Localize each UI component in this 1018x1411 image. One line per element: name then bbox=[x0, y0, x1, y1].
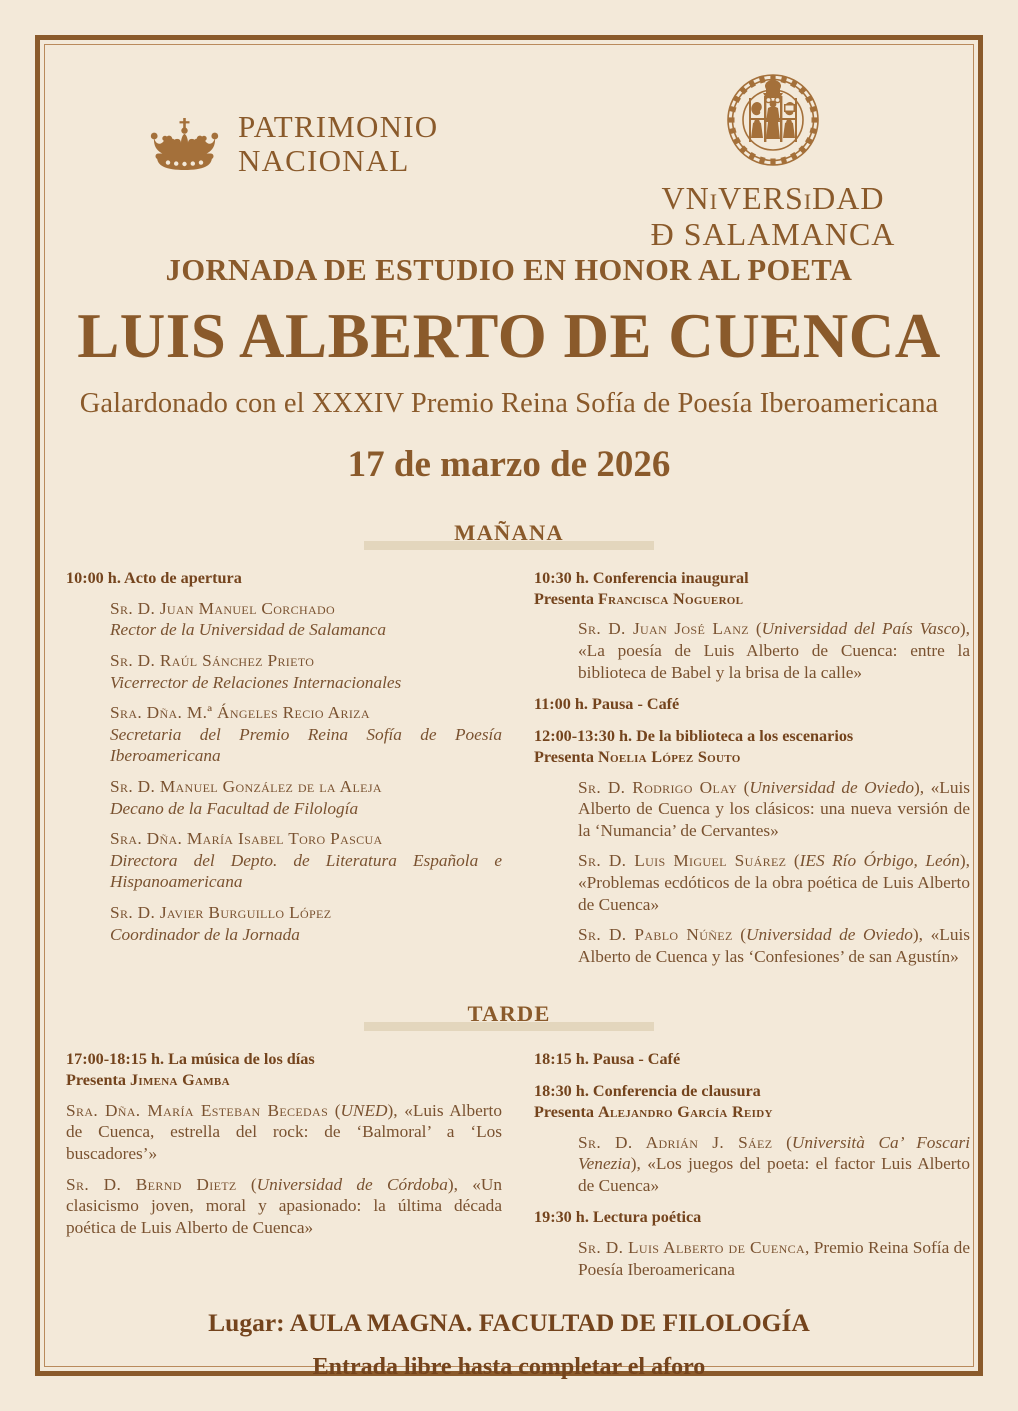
speaker-name: Sr. D. Juan José Lanz bbox=[578, 619, 749, 639]
schedule-entry: Sra. Dña. María Esteban Becedas (UNED), «Luis Alberto de Cuenca, estrella del rock: de ‘Balmoral’ a ‘Los buscadores’» bbox=[66, 1100, 502, 1164]
schedule-time-title: 18:30 h. Conferencia de clausura bbox=[534, 1082, 761, 1101]
poster-content bbox=[48, 48, 970, 1381]
speaker-role: Coordinador de la Jornada bbox=[110, 924, 300, 944]
pn-line2: NACIONAL bbox=[238, 143, 410, 179]
speaker-role: Secretaria del Premio Reina Sofía de Poesía Iberoamericana bbox=[110, 724, 502, 766]
logo-row bbox=[48, 48, 970, 253]
session-divider bbox=[48, 520, 970, 554]
schedule-block-heading bbox=[534, 726, 970, 767]
speaker-affiliation: Universidad de Oviedo bbox=[746, 925, 913, 945]
talk-title: «La poesía de Luis Alberto de Cuenca: entre la biblioteca de Babel y la brisa de la calle» bbox=[578, 641, 970, 682]
usal-line1: VNiVERSiDAD bbox=[661, 180, 885, 216]
speaker-role: Rector de la Universidad de Salamanca bbox=[110, 620, 386, 640]
speaker-affiliation: Universidad de Córdoba bbox=[256, 1174, 448, 1194]
presenter-name: Noelia López Souto bbox=[597, 747, 741, 766]
patrimonio-nacional-logo bbox=[148, 110, 438, 178]
speaker-name: Sr. D. Luis Miguel Suárez bbox=[578, 851, 787, 871]
schedule-block bbox=[534, 694, 970, 715]
schedule bbox=[48, 520, 970, 1280]
venue-line: Lugar: AULA MAGNA. FACULTAD DE FILOLOGÍA bbox=[208, 1308, 810, 1338]
session-columns bbox=[48, 1049, 970, 1280]
schedule-time-title: 18:15 h. Pausa - Café bbox=[534, 1050, 681, 1069]
page-title: LUIS ALBERTO DE CUENCA bbox=[77, 301, 941, 371]
schedule-block bbox=[534, 1081, 970, 1196]
schedule-time-title: 11:00 h. Pausa - Café bbox=[534, 695, 680, 714]
session-column-left bbox=[48, 1049, 502, 1280]
usal-wordmark bbox=[623, 180, 923, 253]
schedule-time-title: 10:00 h. Acto de apertura bbox=[66, 569, 242, 587]
schedule-block bbox=[534, 568, 970, 683]
speaker-affiliation: Università Ca’ Foscari Venezia bbox=[578, 1132, 970, 1174]
speaker-affiliation: Universidad de Oviedo bbox=[749, 777, 915, 797]
speaker-name: Sra. Dña. María Isabel Toro Pascua bbox=[110, 829, 383, 849]
presenter-name: Jimena Gamba bbox=[129, 1071, 230, 1090]
free-entry-line: Entrada libre hasta completar el aforo bbox=[312, 1354, 706, 1381]
speaker-name: Sr. D. Pablo Núñez bbox=[578, 925, 733, 945]
schedule-entry bbox=[110, 702, 502, 767]
schedule-entry: Sr. D. Rodrigo Olay (Universidad de Oviedo), «Luis Alberto de Cuenca y los clásicos: una nueva versión de la ‘Numancia’ de Cervantes» bbox=[578, 777, 970, 840]
schedule-entry bbox=[110, 598, 502, 641]
presenta-label: Presenta bbox=[66, 1071, 126, 1090]
schedule-time-title: 19:30 h. Lectura poética bbox=[534, 1208, 702, 1227]
talk-title: «Los juegos del poeta: el factor Luis Alberto de Cuenca» bbox=[578, 1154, 970, 1195]
schedule-block-heading bbox=[534, 694, 970, 715]
session-column-right bbox=[532, 1049, 970, 1280]
speaker-affiliation: IES Río Órbigo, León bbox=[799, 851, 960, 871]
talk-title: «Luis Alberto de Cuenca, estrella del rock: de ‘Balmoral’ a ‘Los buscadores’» bbox=[66, 1100, 502, 1164]
schedule-entry: Sr. D. Adrián J. Sáez (Università Ca’ Foscari Venezia), «Los juegos del poeta: el factor Luis Alberto de Cuenca» bbox=[578, 1132, 970, 1195]
speaker-affiliation: Universidad del País Vasco bbox=[761, 619, 960, 639]
speaker-name: Sr. D. Raúl Sánchez Prieto bbox=[110, 650, 315, 670]
event-date: 17 de marzo de 2026 bbox=[347, 444, 671, 485]
universidad-salamanca-logo bbox=[623, 66, 923, 253]
schedule-entry: Sr. D. Juan José Lanz (Universidad del País Vasco), «La poesía de Luis Alberto de Cuenca: entre la biblioteca de Babel y la brisa de la calle» bbox=[578, 619, 970, 682]
presenta-label: Presenta bbox=[534, 589, 594, 608]
schedule-entry: Sr. D. Pablo Núñez (Universidad de Oviedo), «Luis Alberto de Cuenca y las ‘Confesiones’ de san Agustín» bbox=[578, 925, 970, 966]
speaker-name: Sra. Dña. M.ª Ángeles Recio Ariza bbox=[110, 703, 370, 723]
schedule-block-heading bbox=[534, 1207, 970, 1228]
speaker-name: Sr. D. Manuel González de la Aleja bbox=[110, 777, 382, 796]
schedule-entry: Sr. D. Luis Miguel Suárez (IES Río Órbigo, León), «Problemas ecdóticos de la obra poética de Luis Alberto de Cuenca» bbox=[578, 851, 970, 914]
event-subtitle: Galardonado con el XXXIV Premio Reina Sofía de Poesía Iberoamericana bbox=[79, 388, 939, 419]
speaker-name: Sra. Dña. María Esteban Becedas bbox=[66, 1100, 329, 1120]
session-column-left bbox=[48, 568, 502, 967]
event-kicker: JORNADA DE ESTUDIO EN HONOR AL POETA bbox=[165, 253, 853, 287]
schedule-time-title: 17:00-18:15 h. La música de los días bbox=[66, 1050, 315, 1069]
session-label: MAÑANA bbox=[454, 520, 564, 545]
schedule-block-heading bbox=[66, 1049, 502, 1090]
speaker-name: Sr. D. Javier Burguillo López bbox=[110, 903, 332, 923]
schedule-entry bbox=[110, 650, 502, 693]
schedule-entry bbox=[110, 828, 502, 893]
speaker-affiliation: UNED bbox=[340, 1100, 388, 1120]
schedule-entry bbox=[110, 902, 502, 945]
schedule-block bbox=[66, 568, 502, 945]
speaker-role: Vicerrector de Relaciones Internacionales bbox=[110, 672, 402, 692]
patrimonio-nacional-wordmark bbox=[238, 110, 438, 178]
schedule-time-title: 12:00-13:30 h. De la biblioteca a los escenarios bbox=[534, 727, 854, 746]
schedule-block bbox=[534, 1049, 970, 1070]
speaker-name: Sr. D. Adrián J. Sáez bbox=[578, 1132, 773, 1152]
schedule-entry bbox=[578, 1237, 970, 1280]
speaker-name: Sr. D. Rodrigo Olay bbox=[578, 777, 738, 797]
schedule-block bbox=[534, 1207, 970, 1280]
speaker-name: Sr. D. Luis Alberto de Cuenca bbox=[578, 1238, 805, 1258]
talk-title: «Un clasicismo joven, moral y apasionado: la última década poética de Luis Alberto de Cuenca» bbox=[66, 1174, 502, 1237]
session-columns bbox=[48, 568, 970, 967]
usal-line2: Ð SALAMANCA bbox=[650, 216, 896, 253]
talk-title: «Luis Alberto de Cuenca y los clásicos: una nueva versión de la ‘Numancia’ de Cervantes» bbox=[578, 777, 970, 840]
presenter-name: Francisca Noguerol bbox=[597, 589, 744, 608]
talk-title: «Problemas ecdóticos de la obra poética de Luis Alberto de Cuenca» bbox=[578, 872, 970, 914]
schedule-block bbox=[66, 1049, 502, 1238]
schedule-entry bbox=[110, 776, 502, 819]
crown-icon bbox=[148, 117, 222, 171]
speaker-role: Decano de la Facultad de Filología bbox=[110, 798, 359, 818]
schedule-block-heading bbox=[66, 568, 502, 589]
session-divider bbox=[48, 1001, 970, 1035]
speaker-name: Sr. D. Bernd Dietz bbox=[66, 1174, 237, 1194]
speaker-role: Directora del Depto. de Literatura Española e Hispanoamericana bbox=[110, 850, 502, 892]
presenta-label: Presenta bbox=[534, 747, 594, 766]
poster-footer bbox=[48, 1308, 970, 1381]
talk-title: «Luis Alberto de Cuenca y las ‘Confesiones’ de san Agustín» bbox=[578, 925, 970, 966]
pn-line1: PATRIMONIO bbox=[238, 109, 439, 144]
session-column-right bbox=[532, 568, 970, 967]
presenta-label: Presenta bbox=[534, 1102, 594, 1121]
schedule-time-title: 10:30 h. Conferencia inaugural bbox=[534, 569, 749, 587]
university-seal-icon bbox=[623, 66, 923, 174]
schedule-entry: Sr. D. Bernd Dietz (Universidad de Córdoba), «Un clasicismo joven, moral y apasionado: la última década poética de Luis Alberto de Cuenca» bbox=[66, 1174, 502, 1237]
schedule-block-heading bbox=[534, 1081, 970, 1122]
presenter-name: Alejandro García Reidy bbox=[597, 1102, 773, 1121]
speaker-name: Sr. D. Juan Manuel Corchado bbox=[110, 598, 336, 618]
schedule-block-heading bbox=[534, 568, 970, 609]
schedule-block bbox=[534, 726, 970, 967]
schedule-block-heading bbox=[534, 1049, 970, 1070]
session-label: TARDE bbox=[467, 1001, 551, 1027]
speaker-note: , Premio Reina Sofía de Poesía Iberoamericana bbox=[578, 1238, 970, 1279]
